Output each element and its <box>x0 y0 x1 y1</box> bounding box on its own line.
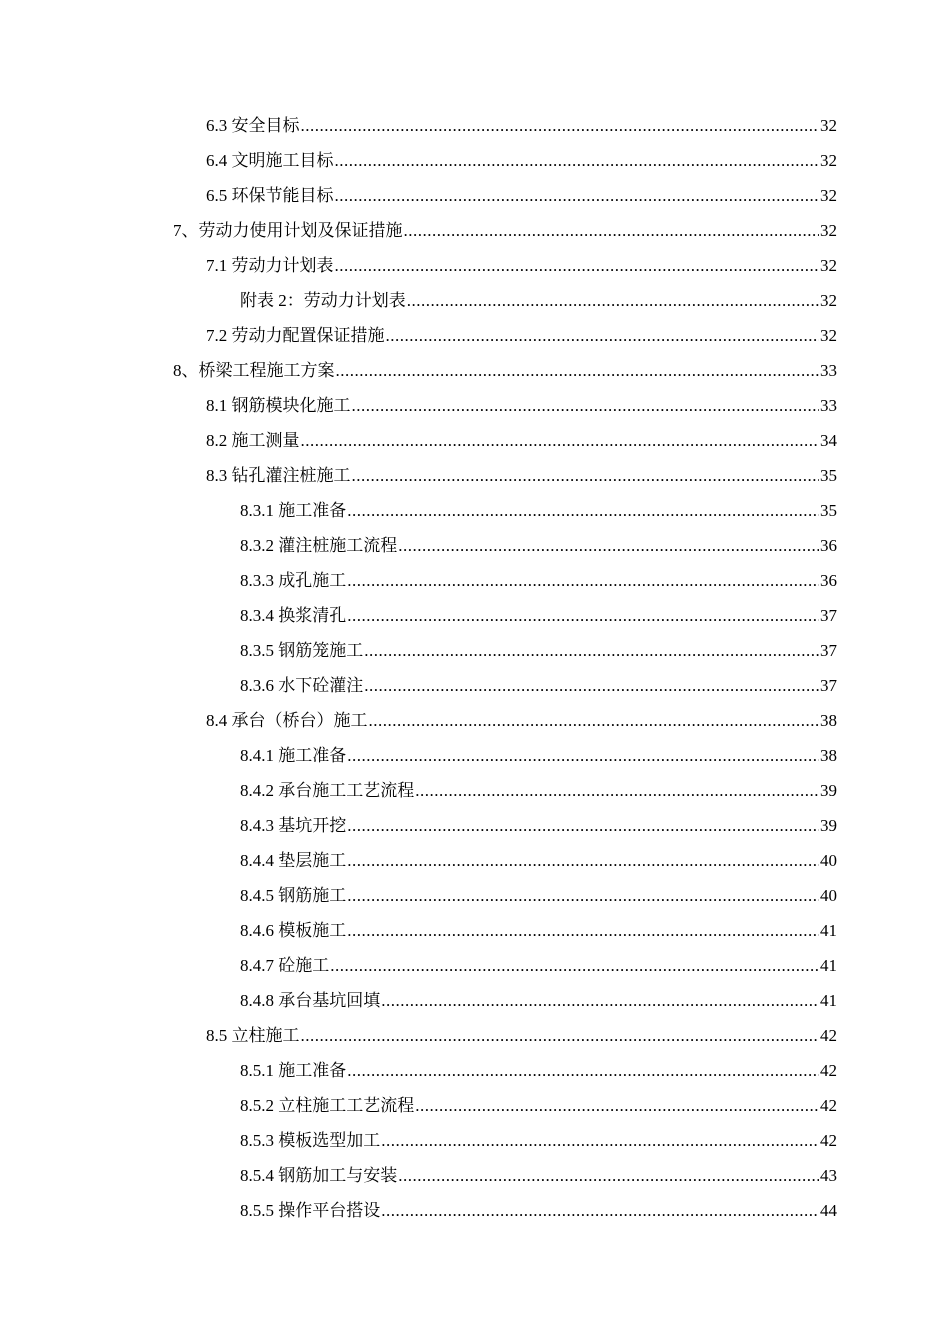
toc-entry-page-number: 33 <box>820 395 837 415</box>
dot-leader <box>347 571 819 591</box>
dot-leader <box>404 221 820 241</box>
toc-entry-title: 环保节能目标 <box>231 185 334 205</box>
toc-entry-title: 钻孔灌注桩施工 <box>231 465 351 485</box>
toc-entry[interactable] <box>0 948 950 983</box>
toc-entry-title: 水下砼灌注 <box>278 675 364 695</box>
toc-entry[interactable] <box>0 353 950 388</box>
dot-leader <box>301 1026 820 1046</box>
dot-leader <box>347 886 819 906</box>
toc-entry[interactable] <box>0 1158 950 1193</box>
toc-entry-number: 8.5.1 <box>240 1060 279 1080</box>
toc-entry-page-number: 42 <box>820 1060 837 1080</box>
toc-entry-number: 8.5.5 <box>240 1200 279 1220</box>
dot-leader <box>330 956 819 976</box>
toc-entry-title: 劳动力配置保证措施 <box>231 325 385 345</box>
toc-entry-page-number: 38 <box>820 745 837 765</box>
toc-entry-title: 基坑开挖 <box>278 815 347 835</box>
toc-entry-page-number: 32 <box>820 185 837 205</box>
toc-entry-page-number: 35 <box>820 465 837 485</box>
dot-leader <box>335 151 820 171</box>
dot-leader <box>347 816 819 836</box>
toc-entry-title: 操作平台搭设 <box>278 1200 381 1220</box>
toc-entry[interactable] <box>0 248 950 283</box>
toc-entry[interactable] <box>0 563 950 598</box>
toc-entry[interactable] <box>0 213 950 248</box>
toc-entry-page-number: 32 <box>820 115 837 135</box>
toc-entry[interactable] <box>0 633 950 668</box>
toc-entry-title: 施工准备 <box>278 1060 347 1080</box>
toc-entry[interactable] <box>0 283 950 318</box>
toc-entry-page-number: 42 <box>820 1025 837 1045</box>
dot-leader <box>369 711 820 731</box>
toc-entry-number: 8.5.2 <box>240 1095 279 1115</box>
toc-entry-title: 钢筋笼施工 <box>278 640 364 660</box>
dot-leader <box>335 186 820 206</box>
toc-entry-title: 钢筋模块化施工 <box>231 395 351 415</box>
toc-entry-title: 模板施工 <box>278 920 347 940</box>
toc-entry[interactable] <box>0 1018 950 1053</box>
toc-entry-page-number: 43 <box>820 1165 837 1185</box>
dot-leader <box>415 781 819 801</box>
toc-entry-number: 7、 <box>173 220 199 240</box>
toc-entry-number: 8.4.4 <box>240 850 279 870</box>
toc-entry-title: 立柱施工 <box>231 1025 300 1045</box>
toc-entry[interactable] <box>0 808 950 843</box>
toc-entry[interactable] <box>0 143 950 178</box>
toc-entry-number: 8.4.8 <box>240 990 279 1010</box>
toc-entry-title: 承台施工工艺流程 <box>278 780 415 800</box>
toc-entry-number: 6.5 <box>206 185 232 205</box>
dot-leader <box>381 1201 819 1221</box>
toc-entry-title: 成孔施工 <box>278 570 347 590</box>
toc-entry-page-number: 36 <box>820 570 837 590</box>
toc-entry-number: 7.2 <box>206 325 232 345</box>
toc-entry-number: 6.3 <box>206 115 232 135</box>
dot-leader <box>347 501 819 521</box>
toc-entry[interactable] <box>0 773 950 808</box>
dot-leader <box>415 1096 819 1116</box>
dot-leader <box>407 291 819 311</box>
toc-entry-page-number: 40 <box>820 885 837 905</box>
toc-entry-title: 立柱施工工艺流程 <box>278 1095 415 1115</box>
dot-leader <box>352 396 820 416</box>
toc-entry-number: 8.4.3 <box>240 815 279 835</box>
toc-entry-number: 8.4.6 <box>240 920 279 940</box>
toc-entry-title: 垫层施工 <box>278 850 347 870</box>
toc-entry-number: 8.4.7 <box>240 955 279 975</box>
toc-entry[interactable] <box>0 1193 950 1228</box>
toc-entry-number: 8.3.2 <box>240 535 279 555</box>
toc-entry-number: 8.3.4 <box>240 605 279 625</box>
toc-entry[interactable] <box>0 458 950 493</box>
toc-entry-number: 8.5 <box>206 1025 232 1045</box>
toc-entry-title: 钢筋加工与安装 <box>278 1165 398 1185</box>
toc-entry-number: 8.3.5 <box>240 640 279 660</box>
toc-entry-number: 6.4 <box>206 150 232 170</box>
dot-leader <box>352 466 820 486</box>
toc-entry-number: 7.1 <box>206 255 232 275</box>
toc-entry[interactable] <box>0 388 950 423</box>
toc-entry-page-number: 34 <box>820 430 837 450</box>
toc-entry-title: 施工准备 <box>278 500 347 520</box>
dot-leader <box>301 431 820 451</box>
toc-entry[interactable] <box>0 913 950 948</box>
toc-entry-title: 附表 2：劳动力计划表 <box>240 290 406 310</box>
toc-entry-page-number: 35 <box>820 500 837 520</box>
toc-entry-number: 8.1 <box>206 395 232 415</box>
toc-entry-title: 灌注桩施工流程 <box>278 535 398 555</box>
toc-entry-title: 承台（桥台）施工 <box>231 710 368 730</box>
dot-leader <box>347 1061 819 1081</box>
toc-entry[interactable] <box>0 1053 950 1088</box>
toc-entry-number: 8.3.1 <box>240 500 279 520</box>
toc-entry-number: 8.4.1 <box>240 745 279 765</box>
toc-entry-title: 砼施工 <box>278 955 330 975</box>
toc-entry-page-number: 32 <box>820 150 837 170</box>
toc-entry-page-number: 40 <box>820 850 837 870</box>
toc-entry-title: 承台基坑回填 <box>278 990 381 1010</box>
toc-entry-page-number: 32 <box>820 290 837 310</box>
toc-entry-page-number: 41 <box>820 990 837 1010</box>
toc-entry-page-number: 38 <box>820 710 837 730</box>
dot-leader <box>364 676 819 696</box>
dot-leader <box>398 1166 819 1186</box>
dot-leader <box>381 991 819 1011</box>
toc-entry[interactable] <box>0 738 950 773</box>
dot-leader <box>347 921 819 941</box>
toc-entry-page-number: 42 <box>820 1130 837 1150</box>
dot-leader <box>301 116 820 136</box>
toc-entry-page-number: 39 <box>820 780 837 800</box>
toc-entry[interactable] <box>0 178 950 213</box>
dot-leader <box>381 1131 819 1151</box>
toc-entry-title: 劳动力计划表 <box>231 255 334 275</box>
toc-entry-title: 安全目标 <box>231 115 300 135</box>
toc-entry-page-number: 41 <box>820 920 837 940</box>
toc-entry-number: 8、 <box>173 360 199 380</box>
toc-entry-number: 8.3.3 <box>240 570 279 590</box>
toc-entry-page-number: 44 <box>820 1200 837 1220</box>
toc-entry[interactable] <box>0 598 950 633</box>
dot-leader <box>347 746 819 766</box>
toc-entry-number: 8.4.5 <box>240 885 279 905</box>
toc-entry[interactable] <box>0 493 950 528</box>
toc-entry-number: 8.2 <box>206 430 232 450</box>
toc-entry-page-number: 32 <box>820 220 837 240</box>
dot-leader <box>335 256 820 276</box>
toc-entry-page-number: 32 <box>820 325 837 345</box>
toc-entry-number: 8.5.3 <box>240 1130 279 1150</box>
table-of-contents <box>0 108 950 1228</box>
toc-entry[interactable] <box>0 703 950 738</box>
toc-entry-title: 钢筋施工 <box>278 885 347 905</box>
toc-entry-number: 8.3 <box>206 465 232 485</box>
toc-entry[interactable] <box>0 318 950 353</box>
toc-entry-page-number: 32 <box>820 255 837 275</box>
toc-entry-page-number: 42 <box>820 1095 837 1115</box>
dot-leader <box>336 361 820 381</box>
dot-leader <box>386 326 820 346</box>
toc-entry-page-number: 33 <box>820 360 837 380</box>
toc-entry-page-number: 37 <box>820 605 837 625</box>
toc-entry-title: 文明施工目标 <box>231 150 334 170</box>
toc-entry-number: 8.3.6 <box>240 675 279 695</box>
toc-entry-title: 施工测量 <box>231 430 300 450</box>
toc-entry-title: 模板选型加工 <box>278 1130 381 1150</box>
dot-leader <box>347 851 819 871</box>
toc-entry-title: 换浆清孔 <box>278 605 347 625</box>
toc-entry-page-number: 37 <box>820 675 837 695</box>
toc-entry[interactable] <box>0 423 950 458</box>
toc-entry[interactable] <box>0 1123 950 1158</box>
toc-entry[interactable] <box>0 878 950 913</box>
toc-entry-number: 8.5.4 <box>240 1165 279 1185</box>
toc-entry[interactable] <box>0 983 950 1018</box>
dot-leader <box>398 536 819 556</box>
toc-entry-page-number: 41 <box>820 955 837 975</box>
toc-entry[interactable] <box>0 668 950 703</box>
toc-entry-number: 8.4.2 <box>240 780 279 800</box>
toc-entry[interactable] <box>0 1088 950 1123</box>
toc-entry-number: 8.4 <box>206 710 232 730</box>
toc-entry-page-number: 36 <box>820 535 837 555</box>
dot-leader <box>364 641 819 661</box>
toc-entry-page-number: 37 <box>820 640 837 660</box>
toc-entry[interactable] <box>0 528 950 563</box>
toc-entry[interactable] <box>0 108 950 143</box>
toc-entry[interactable] <box>0 843 950 878</box>
toc-entry-title: 施工准备 <box>278 745 347 765</box>
toc-entry-page-number: 39 <box>820 815 837 835</box>
dot-leader <box>347 606 819 626</box>
toc-entry-title: 劳动力使用计划及保证措施 <box>198 220 403 240</box>
toc-entry-title: 桥梁工程施工方案 <box>198 360 335 380</box>
